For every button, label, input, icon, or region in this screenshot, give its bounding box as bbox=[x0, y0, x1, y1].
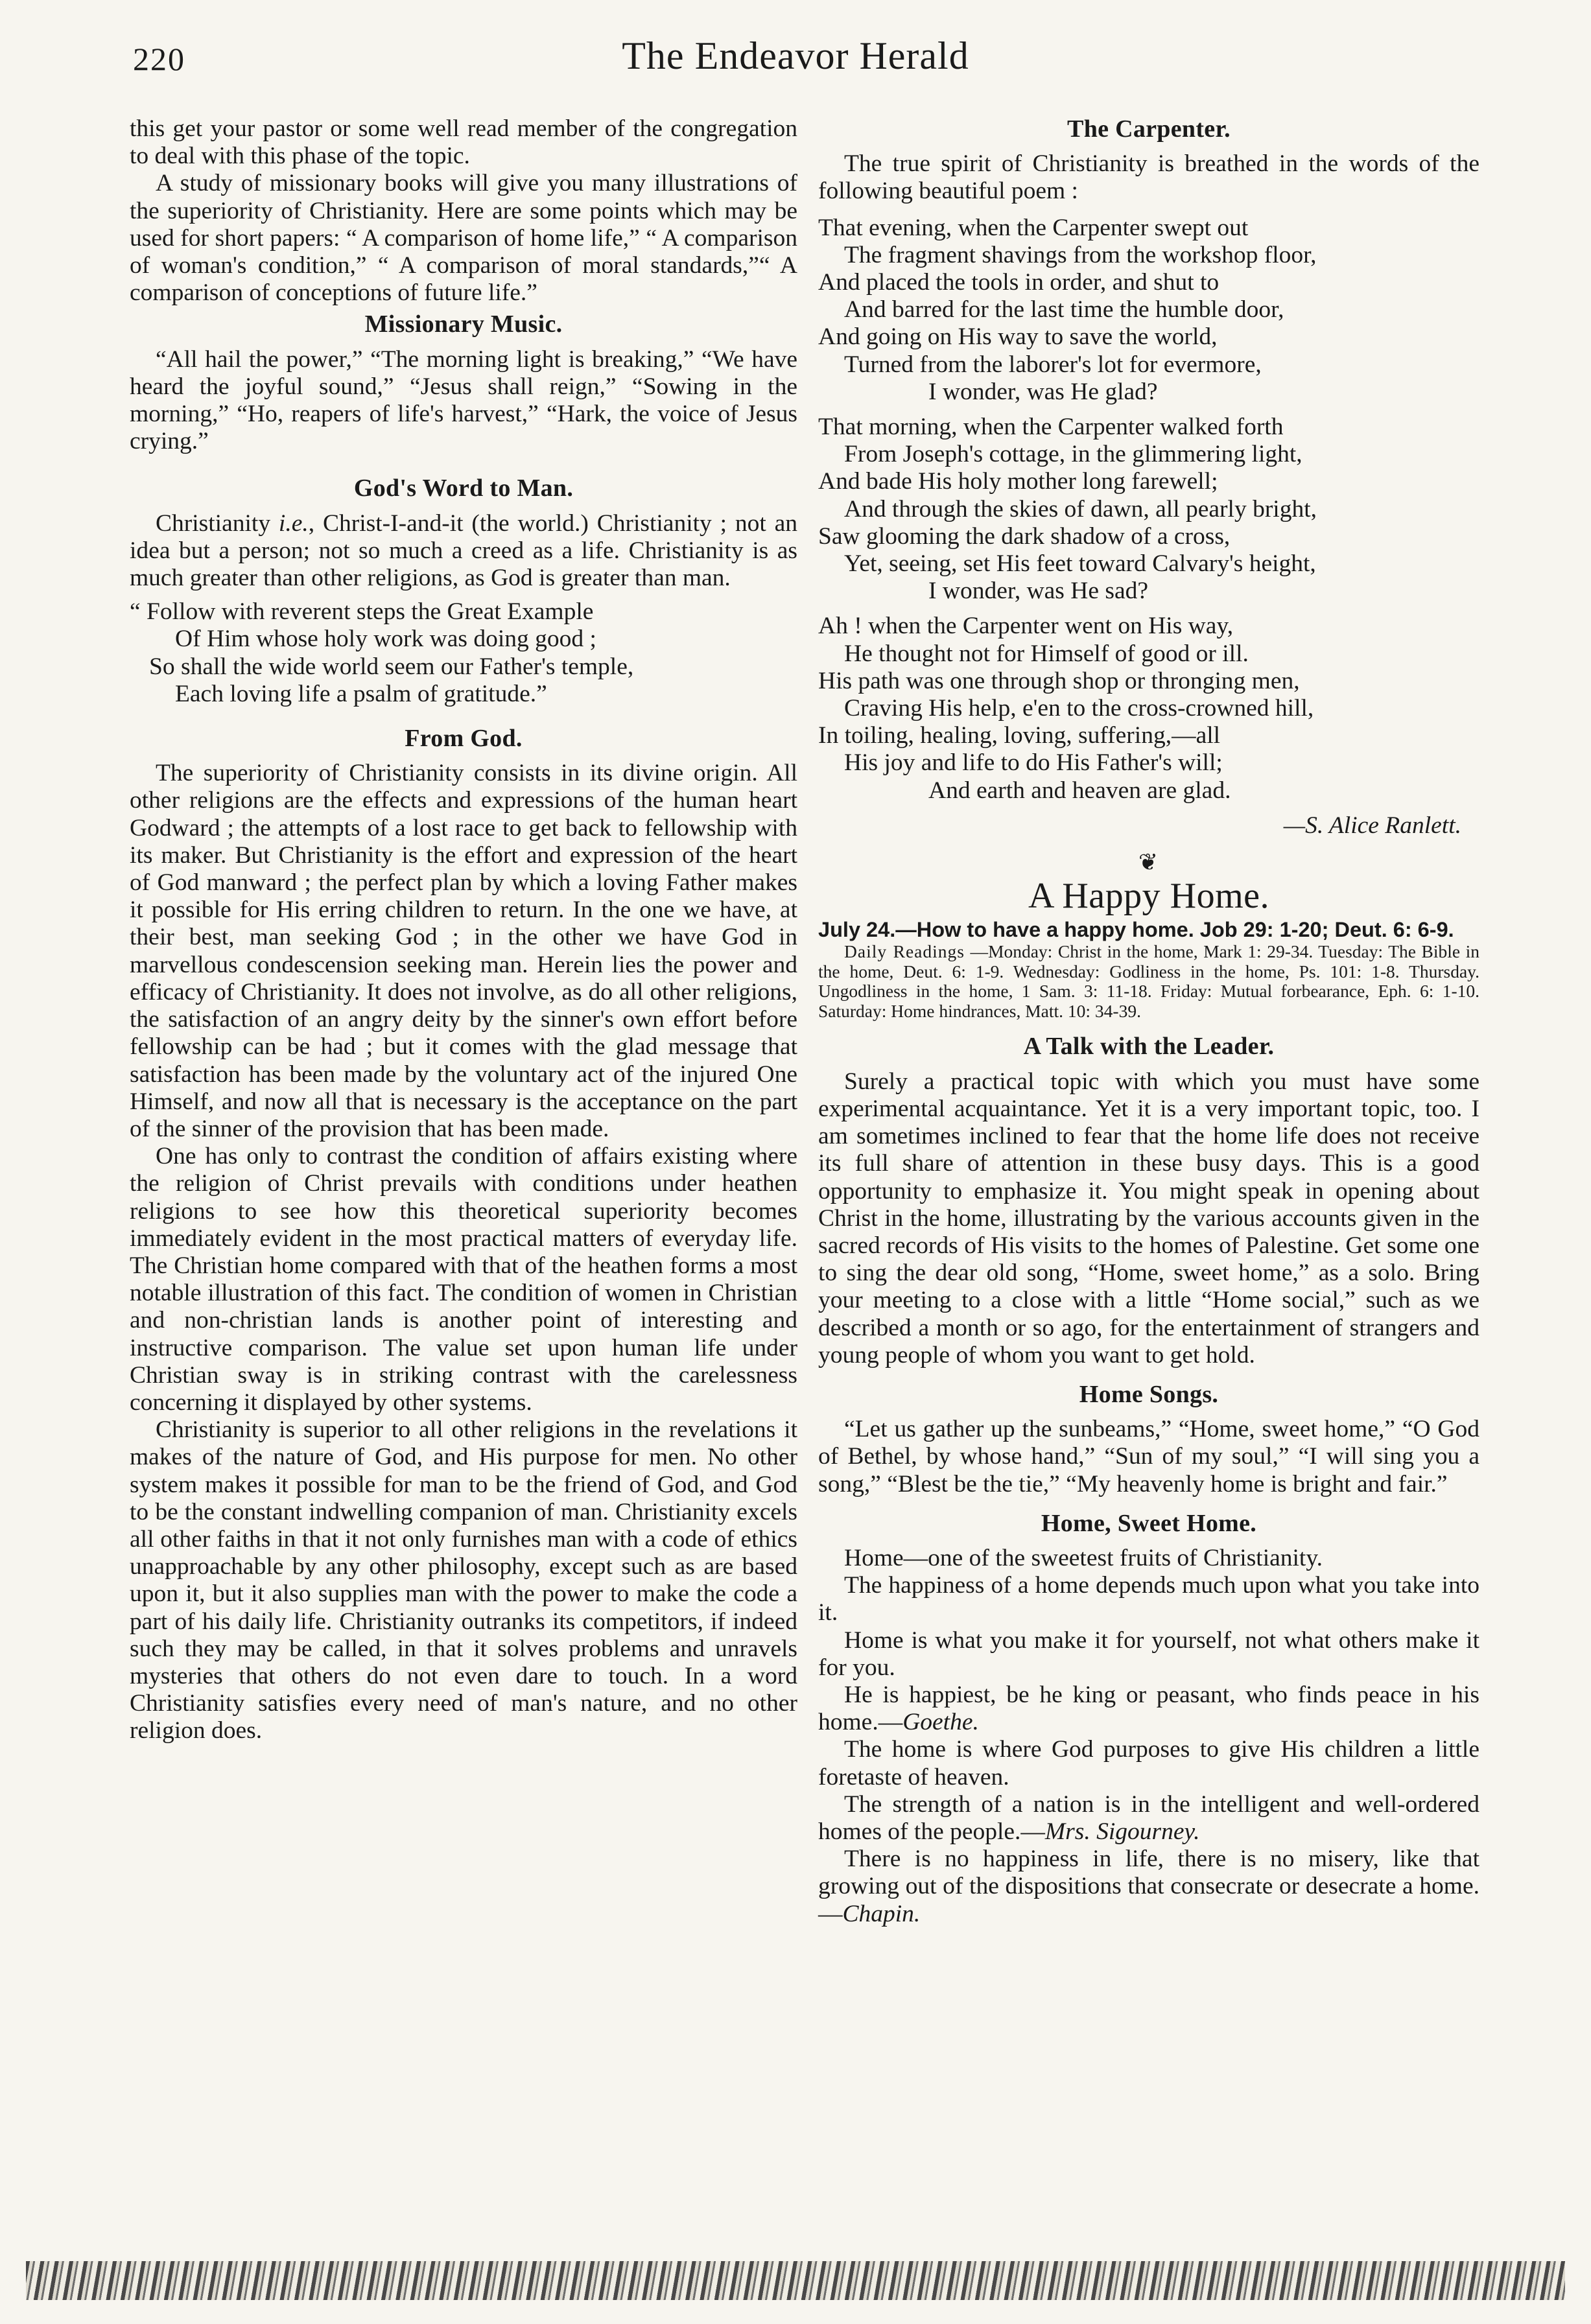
sweet-home-item bbox=[818, 1846, 1479, 1928]
sweet-home-item: The happiness of a home depends much upon what you take into it. bbox=[818, 1572, 1479, 1626]
home-songs-heading: Home Songs. bbox=[1079, 1380, 1219, 1408]
poem-line: And earth and heaven are glad. bbox=[928, 777, 1231, 804]
poem-line: Saw glooming the dark shadow of a cross, bbox=[818, 522, 1231, 550]
hymn-line: Of Him whose holy work was doing good ; bbox=[175, 626, 596, 653]
readings-text: —Monday: Christ in the home, Mark 1: 29-34. Tuesday: The Bible in the home, Deut. 6: 1-9. Wednesday: Godliness in the home, Ps. 101: 1-8. Thursday. Ungodliness in the home, 1 Sam. 3: 11-18. Friday: Mutual forbearance, Eph. 6: 1-10. Saturday: Home hindrances, Matt. 10: 34-39. bbox=[818, 941, 1479, 1021]
poem-line: From Joseph's cottage, in the glimmering light, bbox=[844, 441, 1302, 468]
poem-line: He thought not for Himself of good or ill. bbox=[844, 640, 1249, 667]
poem-line: The fragment shavings from the workshop floor, bbox=[844, 241, 1317, 268]
from-god-heading: From God. bbox=[405, 725, 523, 753]
quoted-hymn bbox=[130, 598, 797, 708]
carpenter-heading: The Carpenter. bbox=[1067, 115, 1231, 143]
sweet-home-heading: Home, Sweet Home. bbox=[1041, 1509, 1257, 1537]
poem-line: Craving His help, e'en to the cross-crowned hill, bbox=[844, 695, 1314, 722]
decorative-bottom-border bbox=[26, 2261, 1565, 2300]
missionary-music-heading: Missionary Music. bbox=[364, 311, 563, 338]
lesson-line: July 24.—How to have a happy home. Job 29: 1-20; Deut. 6: 6-9. bbox=[818, 918, 1454, 942]
poem-line: And through the skies of dawn, all pearly bright, bbox=[844, 495, 1317, 522]
sweet-home-item: Home—one of the sweetest fruits of Christianity. bbox=[844, 1544, 1323, 1571]
readings-label: Daily Readings bbox=[844, 941, 965, 962]
poem-line: Yet, seeing, set His feet toward Calvary's height, bbox=[844, 550, 1316, 578]
hymn-line: Each loving life a psalm of gratitude.” bbox=[175, 680, 547, 707]
hymn-line: “ Follow with reverent steps the Great Example bbox=[130, 598, 594, 626]
gods-word-text-b: , Christ-I-and-it (the world.) Christianity ; not an idea but a person; not so much a creed as a life. Christianity is as much greater than other religions, as God is greater than man. bbox=[130, 510, 797, 592]
left-column bbox=[130, 115, 797, 1745]
missionary-books-paragraph: A study of missionary books will give you many illustrations of the superiority of Christianity. Here are some points which may be used for short papers: “ A comparison of home life,” “ A comparison of woman's condition,” “ A comparison of moral standards,”“ A comparison of conceptions of future life.” bbox=[130, 170, 797, 307]
poem-line: In toiling, healing, loving, suffering,—all bbox=[818, 722, 1221, 749]
running-head: The Endeavor Herald bbox=[622, 34, 969, 77]
poem-line: I wonder, was He sad? bbox=[928, 578, 1149, 605]
poem-line: Ah ! when the Carpenter went on His way, bbox=[818, 613, 1234, 640]
sweet-home-item: The home is where God purposes to give His children a little foretaste of heaven. bbox=[818, 1736, 1479, 1790]
sweet-home-text: The strength of a nation is in the intelligent and well-ordered homes of the people.— bbox=[818, 1790, 1479, 1845]
sweet-home-text: There is no happiness in life, there is no misery, like that growing out of the dispositions that consecrate or desecrate a home.— bbox=[818, 1846, 1479, 1927]
poem-line: I wonder, was He glad? bbox=[928, 378, 1158, 405]
intro-paragraph: this get your pastor or some well read member of the congregation to deal with this phase of the topic. bbox=[130, 115, 797, 170]
poem-line: And going on His way to save the world, bbox=[818, 323, 1218, 351]
home-songs-paragraph: “Let us gather up the sunbeams,” “Home, sweet home,” “O God of Bethel, by whose hand,” “Sun of my soul,” “I will sing you a song,” “Blest be the tie,” “My heavenly home is bright and fair.” bbox=[818, 1416, 1479, 1497]
poem-stanza bbox=[818, 414, 1479, 605]
happy-home-heading: A Happy Home. bbox=[1028, 876, 1269, 917]
talk-heading: A Talk with the Leader. bbox=[1023, 1033, 1275, 1061]
sweet-home-author: Chapin. bbox=[842, 1900, 921, 1927]
poem-line: Turned from the laborer's lot for evermore, bbox=[844, 351, 1262, 378]
carpenter-poem bbox=[818, 215, 1479, 804]
sweet-home-author: Goethe. bbox=[902, 1709, 979, 1736]
sweet-home-item: Home is what you make it for yourself, not what others make it for you. bbox=[818, 1626, 1479, 1681]
gods-word-paragraph bbox=[130, 510, 797, 593]
carpenter-intro: The true spirit of Christianity is breathed in the words of the following beautiful poem : bbox=[818, 150, 1479, 205]
poem-line: That morning, when the Carpenter walked forth bbox=[818, 414, 1284, 441]
ornament-icon: ❦ bbox=[1138, 849, 1160, 876]
sweet-home-item bbox=[818, 1682, 1479, 1736]
talk-paragraph: Surely a practical topic with which you must have some experimental acquaintance. Yet it is a very important topic, too. I am sometimes inclined to fear that the home life does not receive its full share of attention in these busy days. This is a good opportunity to emphasize it. You might speak in opening about Christ in the home, illustrating by the various accounts given in the sacred records of His visits to the homes of Palestine. Get some one to sing the dear old song, “Home, sweet home,” as a solo. Bring your meeting to a close with a little “Home social,” such as we described a month or so ago, for the entertainment of strangers and young people of whom you want to get hold. bbox=[818, 1068, 1479, 1368]
gods-word-ie: i.e. bbox=[278, 510, 309, 537]
sweet-home-author: Mrs. Sigourney. bbox=[1044, 1818, 1200, 1845]
missionary-music-paragraph: “All hail the power,” “The morning light is breaking,” “We have heard the joyful sound,” “Jesus shall reign,” “Sowing in the morning,” “Ho, reapers of life's harvest,” “Hark, the voice of Jesus crying.” bbox=[130, 346, 797, 455]
poem-line: And barred for the last time the humble door, bbox=[844, 296, 1284, 323]
poem-line: And bade His holy mother long farewell; bbox=[818, 468, 1218, 495]
poem-line: That evening, when the Carpenter swept out bbox=[818, 214, 1249, 241]
poem-line: His path was one through shop or thronging men, bbox=[818, 667, 1300, 694]
poem-line: His joy and life to do His Father's will; bbox=[844, 749, 1223, 777]
daily-readings bbox=[818, 942, 1479, 1021]
poem-stanza bbox=[818, 215, 1479, 406]
from-god-paragraph-2: One has only to contrast the condition of affairs existing where the religion of Christ prevails with conditions under heathen religions to see how this theoretical superiority becomes immediately evident in the most practical matters of everyday life. The Christian home compared with that of the heathen forms a most notable illustration of this fact. The condition of women in Christian and non-christian lands is another point of interesting and instructive comparison. The value set upon human life under Christian sway is in striking contrast with the carelessness concerning it displayed by other systems. bbox=[130, 1143, 797, 1416]
poem-line: And placed the tools in order, and shut to bbox=[818, 269, 1220, 296]
page-number: 220 bbox=[133, 41, 185, 77]
gods-word-heading: God's Word to Man. bbox=[353, 475, 574, 502]
sweet-home-text: He is happiest, be he king or peasant, who finds peace in his home.— bbox=[818, 1681, 1479, 1736]
from-god-paragraph-3: Christianity is superior to all other religions in the revelations it makes of the nature of God, and His purpose for men. No other system makes it possible for man to be the friend of God, and God to be the constant indwelling companion of man. Christianity excels all other faiths in that it not only furnishes man with a code of ethics unapproachable by any other philosophy, except such as are based upon it, but it also supplies man with the power to make the code a part of his daily life. Christianity outranks its competitors, if indeed such they may be called, in that it solves problems and unravels mysteries that others do not even dare to touch. In a word Christianity satisfies every need of man's nature, and no other religion does. bbox=[130, 1416, 797, 1744]
sweet-home-item bbox=[818, 1791, 1479, 1846]
gods-word-text-a: Christianity bbox=[156, 510, 279, 537]
poem-stanza bbox=[818, 613, 1479, 804]
poem-attribution: —S. Alice Ranlett. bbox=[1283, 812, 1461, 839]
right-column bbox=[818, 115, 1479, 1928]
hymn-line: So shall the wide world seem our Father's temple, bbox=[149, 653, 634, 680]
from-god-paragraph-1: The superiority of Christianity consists in its divine origin. All other religions are the effects and expressions of the human heart Godward ; the attempts of a lost race to get back to fellowship with its maker. But Christianity is the effort and expression of the heart of God manward ; the perfect plan by which a loving Father makes it possible for His erring children to return. In the one we have, at their best, man seeking God ; in the other we have God in marvellous condescension seeking man. Herein lies the power and efficacy of Christianity. It does not involve, as do all other religions, the satisfaction of an angry deity by the sinner's own effort before fellowship can be had ; but it comes with the glad message that satisfaction has been made by the voluntary act of the injured One Himself, and now all that is necessary is the acceptance on the part of the sinner of the provision that has been made. bbox=[130, 760, 797, 1142]
